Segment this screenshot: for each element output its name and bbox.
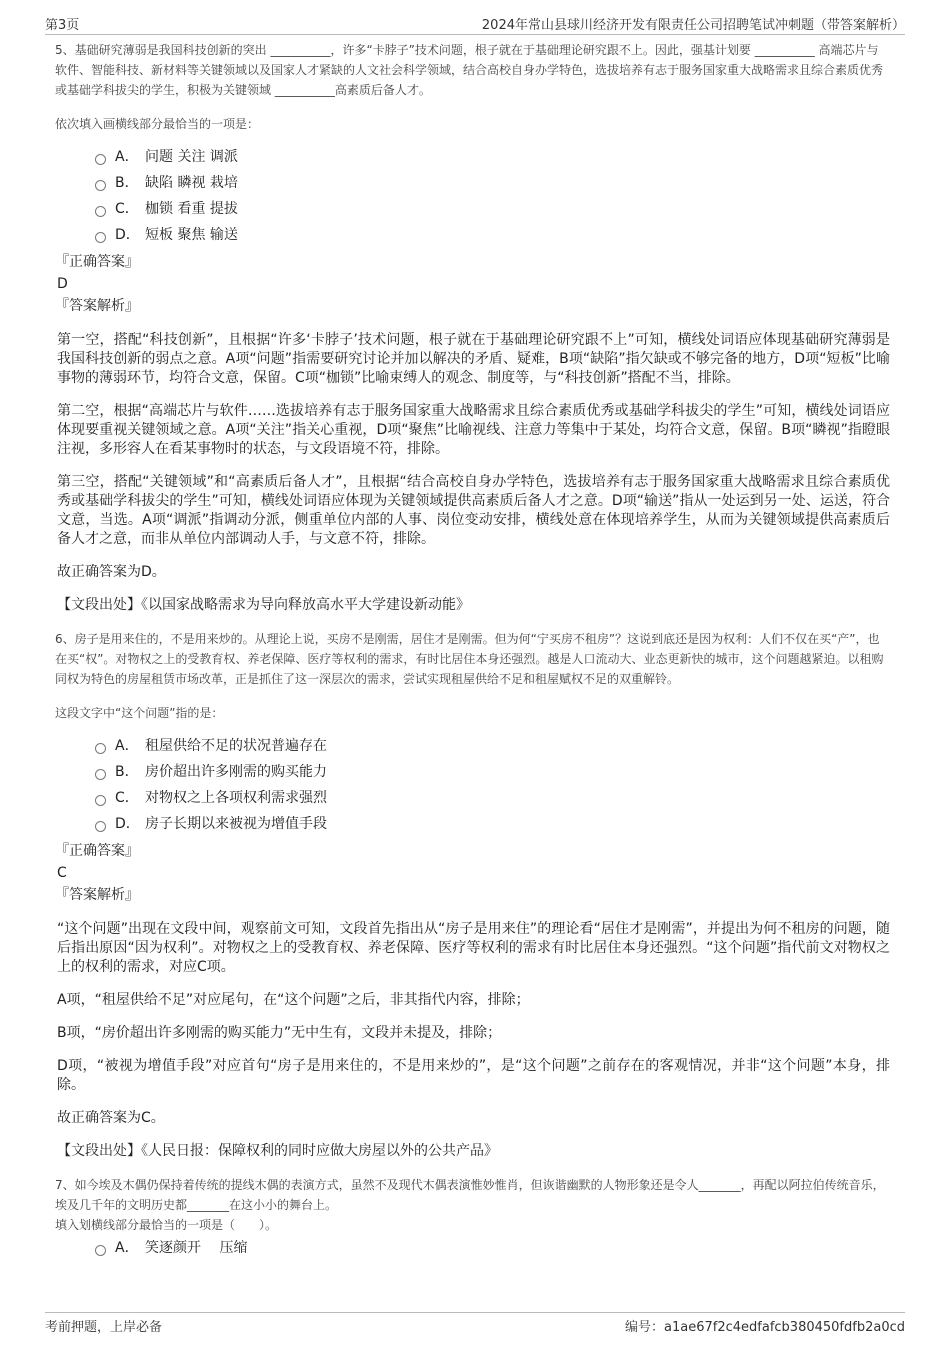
question-5 bbox=[55, 40, 890, 615]
correct-answer: D bbox=[57, 276, 68, 292]
radio-icon[interactable] bbox=[95, 743, 106, 754]
radio-icon[interactable] bbox=[95, 821, 106, 832]
question-stem: 7、如今埃及木偶仍保持着传统的提线木偶的表演方式，虽然不及现代木偶表演惟妙惟肖，但诙谐幽默的人物形象还是令人_______，再配以阿拉伯传统音乐，埃及几千年的文明历史都_______在这小小的舞台上。 bbox=[55, 1178, 885, 1212]
question-stem: 5、基础研究薄弱是我国科技创新的突出 __________，许多“卡脖子”技术问题，根子就在于基础理论研究跟不上。因此，强基计划要 __________ 高端芯片与软件、智能科技、新材料等关键领域以及国家人才紧缺的人文社会科学领域，结合高校自身办学特色，选拔培养有志于服务国家重大战略需求且综合素质优秀或基础学科拔尖的学生，积极为关键领域 __________高素质后备人才。 bbox=[55, 43, 884, 97]
question-7 bbox=[55, 1175, 890, 1261]
page-footer bbox=[45, 1312, 905, 1333]
options-list bbox=[95, 1235, 890, 1261]
analysis-label: 『答案解析』 bbox=[55, 298, 139, 314]
radio-icon[interactable] bbox=[95, 769, 106, 780]
analysis-paragraph: B项，“房价超出许多刚需的购买能力”无中生有，文段并未提及，排除； bbox=[57, 1025, 502, 1041]
option-d[interactable]: D． 短板 聚焦 输送 bbox=[95, 222, 890, 248]
footer-slogan: 考前押题，上岸必备 bbox=[45, 1320, 163, 1335]
option-b[interactable]: B． 缺陷 瞵视 栽培 bbox=[95, 170, 890, 196]
document-id: 编号：a1ae67f2c4edfafcb380450fdfb2a0cd bbox=[625, 1320, 905, 1335]
option-a[interactable]: A． 笑逐颜开 压缩 bbox=[95, 1235, 890, 1261]
options-list bbox=[95, 144, 890, 248]
option-a[interactable]: A． 租屋供给不足的状况普遍存在 bbox=[95, 733, 890, 759]
passage-source: 【文段出处】《人民日报：保障权利的同时应做大房屋以外的公共产品》 bbox=[57, 1143, 498, 1159]
radio-icon[interactable] bbox=[95, 206, 106, 217]
analysis-paragraph: 第一空，搭配“科技创新”，且根据“许多‘卡脖子’技术问题，根子就在于基础理论研究跟不上”可知，横线处词语应体现基础研究薄弱是我国科技创新的弱点之意。A项“问题”指需要研究讨论并加以解决的矛盾、疑难，B项“缺陷”指欠缺或不够完备的地方，D项“短板”比喻事物的薄弱环节，均符合文意，保留。C项“枷锁”比喻束缚人的观念、制度等，与“科技创新”搭配不当，排除。 bbox=[57, 332, 890, 386]
radio-icon[interactable] bbox=[95, 1245, 106, 1256]
question-stem: 6、房子是用来住的，不是用来炒的。从理论上说，买房不是刚需，居住才是刚需。但为何“宁买房不租房”？这说到底还是因为权利：人们不仅在买“产”，也在买“权”。对物权之上的受教育权、养老保障、医疗等权利的需求，有时比居住本身还强烈。越是人口流动大、业态更新快的城市，这个问题越紧迫。以租购同权为特色的房屋租赁市场改革，正是抓住了这一深层次的需求，尝试实现租屋供给不足和租屋赋权不足的双重解铃。 bbox=[55, 632, 884, 686]
question-prompt: 填入划横线部分最恰当的一项是（ ）。 bbox=[55, 1218, 278, 1232]
document-title: 2024年常山县球川经济开发有限责任公司招聘笔试冲刺题（带答案解析） bbox=[481, 18, 905, 33]
document-body bbox=[55, 40, 890, 1265]
option-b[interactable]: B． 房价超出许多刚需的购买能力 bbox=[95, 759, 890, 785]
radio-icon[interactable] bbox=[95, 232, 106, 243]
analysis-paragraph: 第三空，搭配“关键领域”和“高素质后备人才”，且根据“结合高校自身办学特色，选拔培养有志于服务国家重大战略需求且综合素质优秀或基础学科拔尖的学生”可知，横线处词语应体现为关键领域提供高素质后备人才之意。D项“输送”指从一处运到另一处、运送，符合文意，当选。A项“调派”指调动分派，侧重单位内部的人事、岗位变动安排，横线处意在体现培养学生，从而为关键领域提供高素质后备人才之意，而非从单位内部调动人手，与文意不符，排除。 bbox=[57, 474, 890, 547]
radio-icon[interactable] bbox=[95, 180, 106, 191]
radio-icon[interactable] bbox=[95, 795, 106, 806]
analysis-paragraph: A项，“租屋供给不足”对应尾句，在“这个问题”之后，非其指代内容，排除； bbox=[57, 992, 530, 1008]
question-6 bbox=[55, 629, 890, 1161]
analysis-paragraph: 第二空，根据“高端芯片与软件……选拔培养有志于服务国家重大战略需求且综合素质优秀或基础学科拔尖的学生”可知，横线处词语应体现要重视关键领域之意。A项“关注”指关心重视，D项“聚焦”比喻视线、注意力等集中于某处，均符合文意，保留。B项“瞵视”指瞪眼注视，多形容人在看某事物时的状态，与文段语境不符，排除。 bbox=[57, 403, 890, 457]
radio-icon[interactable] bbox=[95, 154, 106, 165]
question-prompt: 依次填入画横线部分最恰当的一项是： bbox=[55, 117, 260, 131]
options-list bbox=[95, 733, 890, 837]
option-a[interactable]: A． 问题 关注 调派 bbox=[95, 144, 890, 170]
passage-source: 【文段出处】《以国家战略需求为导向释放高水平大学建设新动能》 bbox=[57, 597, 470, 613]
analysis-paragraph: “这个问题”出现在文段中间，观察前文可知，文段首先指出从“房子是用来住”的理论看“居住才是刚需”，并提出为何不租房的问题，随后指出原因“因为权利”。对物权之上的受教育权、养老保障、医疗等权利的需求有时比居住本身还强烈。“这个问题”指代前文对物权之上的权利的需求，对应C项。 bbox=[57, 921, 890, 975]
correct-answer-label: 『正确答案』 bbox=[55, 254, 139, 270]
analysis-label: 『答案解析』 bbox=[55, 887, 139, 903]
option-c[interactable]: C． 枷锁 看重 提拔 bbox=[95, 196, 890, 222]
correct-answer-label: 『正确答案』 bbox=[55, 843, 139, 859]
option-c[interactable]: C． 对物权之上各项权利需求强烈 bbox=[95, 785, 890, 811]
page-number: 第3页 bbox=[45, 18, 80, 33]
page-header bbox=[45, 12, 905, 35]
analysis-conclusion: 故正确答案为C。 bbox=[57, 1110, 165, 1126]
analysis-conclusion: 故正确答案为D。 bbox=[57, 564, 166, 580]
correct-answer: C bbox=[57, 865, 67, 881]
option-d[interactable]: D． 房子长期以来被视为增值手段 bbox=[95, 811, 890, 837]
question-prompt: 这段文字中“这个问题”指的是： bbox=[55, 706, 224, 720]
analysis-paragraph: D项，“被视为增值手段”对应首句“房子是用来住的，不是用来炒的”，是“这个问题”之前存在的客观情况，并非“这个问题”本身，排除。 bbox=[57, 1058, 890, 1093]
